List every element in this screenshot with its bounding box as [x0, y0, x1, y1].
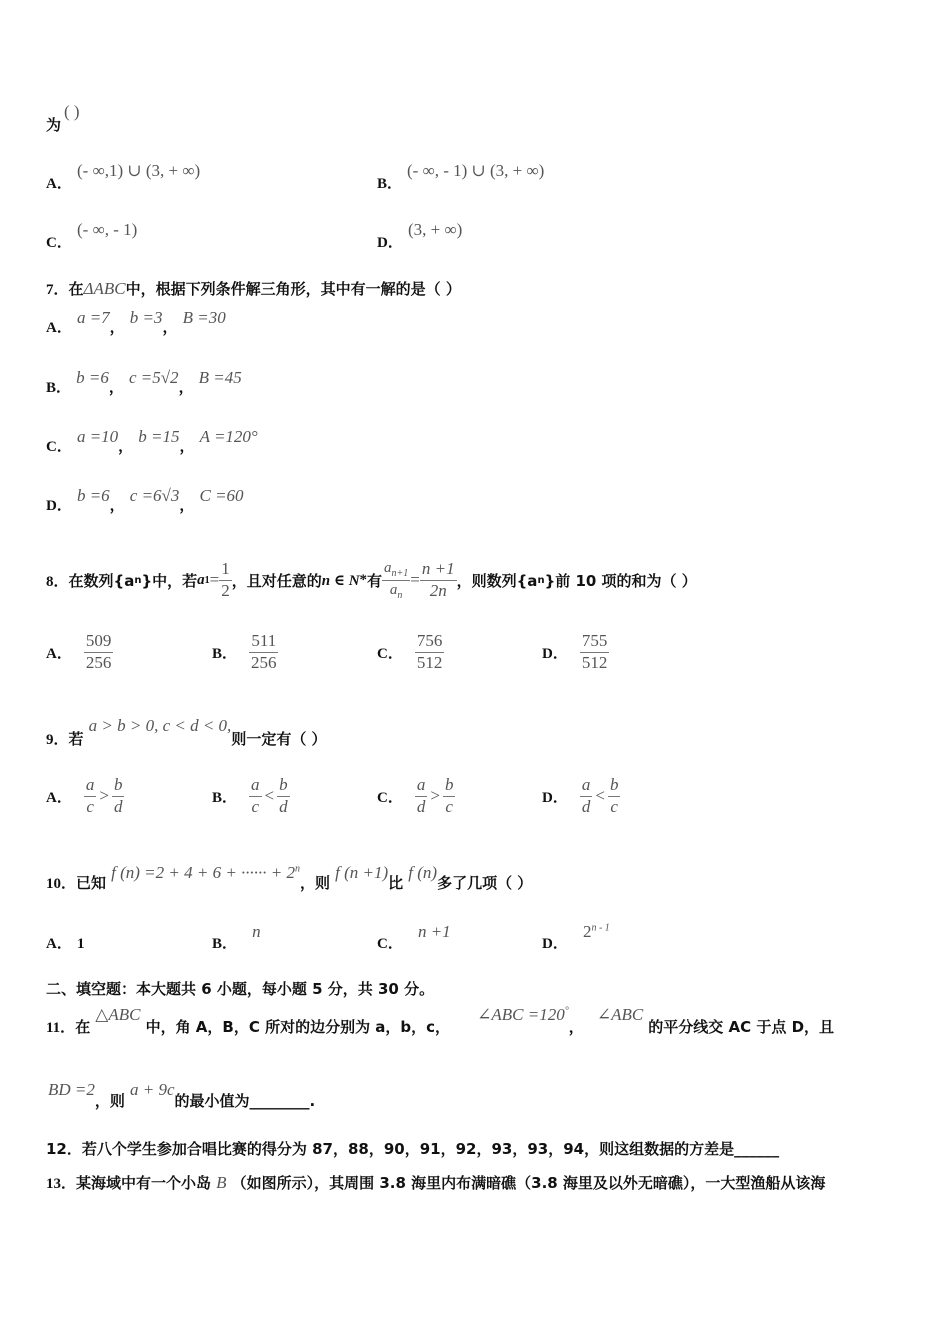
- q10-t3: 多了几项（ ）: [437, 874, 533, 892]
- q13-pre: 某海域中有一个小岛: [76, 1174, 212, 1192]
- q6-option-b-math: (- ∞, - 1) ∪ (3, + ∞): [407, 161, 545, 180]
- q8-t1: 在数列{a: [68, 571, 135, 590]
- q8-half: [219, 560, 232, 600]
- q10-f2: f (n): [408, 863, 438, 882]
- q6-option-c-math: (- ∞, - 1): [77, 220, 138, 239]
- q9-option-d: [542, 776, 620, 816]
- num-sub: n+1: [391, 567, 409, 579]
- q8-t2: }中，若: [141, 571, 198, 590]
- q11-t3: ，则: [94, 1092, 125, 1110]
- q10-f: f (n) =2 + 4 + 6 + ······ + 2: [111, 863, 296, 882]
- cond-1: b =6: [76, 368, 109, 387]
- left-frac: [415, 776, 428, 816]
- num: b: [443, 776, 456, 797]
- section-2-heading: 二、填空题：本大题共 6 小题，每小题 5 分，共 30 分。: [46, 980, 435, 998]
- option-label: D．: [542, 789, 568, 806]
- q7-option-d: [46, 486, 244, 515]
- q11-line1: [46, 1005, 835, 1037]
- q8-rhs: [420, 560, 457, 600]
- option-label: B．: [212, 789, 238, 806]
- q10-number: 10．: [46, 876, 77, 892]
- operator: <: [595, 786, 605, 806]
- option-fraction: [249, 632, 279, 672]
- den: d: [416, 796, 426, 816]
- q8-t6: }前 10 项的和为（ ）: [544, 571, 697, 590]
- num: 511: [249, 632, 278, 653]
- num: 756: [415, 632, 445, 653]
- option-label: C．: [377, 936, 403, 952]
- q10-t2: 比: [388, 874, 404, 892]
- q11-angle: ∠ABC =120: [477, 1005, 565, 1024]
- q9-pre: 若: [68, 730, 84, 748]
- q12-stem: 12．若八个学生参加合唱比赛的得分为 87，88，90，91，92，93，93，94，则这组数据的方差是______: [46, 1140, 780, 1158]
- sep: ，: [162, 318, 178, 336]
- q8-t5-sub: n: [537, 574, 545, 586]
- q11-angle2: ∠ABC: [596, 1005, 644, 1024]
- q11-number: 11．: [46, 1020, 76, 1036]
- den: c: [610, 796, 618, 816]
- den-sub: n: [397, 589, 403, 601]
- q6-tail-line: [46, 114, 61, 135]
- q9-number: 9．: [46, 732, 69, 748]
- left-frac: [84, 776, 97, 816]
- right-frac: [608, 776, 621, 816]
- left-frac: [580, 776, 593, 816]
- option-label: B．: [46, 380, 72, 396]
- num: a: [249, 776, 262, 797]
- option-label: A．: [46, 176, 72, 192]
- option-fraction: [84, 632, 114, 672]
- q8-option-b: [212, 632, 279, 672]
- sep: ，: [179, 496, 195, 514]
- option-label: A．: [46, 645, 72, 662]
- cond-2: b =15: [138, 427, 180, 446]
- q9-option-a: [46, 776, 124, 816]
- option-label: D．: [377, 235, 403, 251]
- q11-triangle: △ABC: [95, 1005, 141, 1024]
- q10-option-d: [542, 922, 610, 953]
- num: n +1: [420, 560, 457, 581]
- q10-option-b: [212, 922, 261, 953]
- left-frac: [249, 776, 262, 816]
- q13-stem: [46, 1172, 825, 1193]
- option-label: D．: [542, 936, 568, 952]
- option-math: n +1: [417, 922, 451, 941]
- q6-option-d: [377, 231, 403, 252]
- option-label: B．: [212, 936, 238, 952]
- q11-expr: a + 9c: [130, 1080, 175, 1099]
- right-frac: [112, 776, 125, 816]
- den: 512: [581, 652, 608, 672]
- num: a: [84, 776, 97, 797]
- q7-triangle: ΔABC: [83, 279, 126, 298]
- q8-option-c: [377, 632, 444, 672]
- den: 512: [416, 652, 443, 672]
- sep: ，: [179, 437, 195, 455]
- q8-t4: 有: [367, 571, 383, 590]
- q8-ratio: [382, 560, 410, 601]
- den: c: [445, 796, 453, 816]
- q9-stem: [46, 716, 327, 749]
- right-frac: [277, 776, 290, 816]
- q9-option-b: [212, 776, 290, 816]
- option-fraction: [580, 632, 610, 672]
- sep: ，: [109, 496, 125, 514]
- option-math: 2: [582, 922, 592, 941]
- q7-option-b: [46, 368, 242, 397]
- q8-eq: =: [209, 570, 220, 589]
- q7-post: 中，根据下列条件解三角形，其中有一解的是（ ）: [125, 280, 461, 298]
- q6-option-a-math: (- ∞,1) ∪ (3, + ∞): [77, 161, 201, 180]
- option-label: A．: [46, 789, 72, 806]
- cond-3: A =120°: [199, 427, 258, 446]
- q11-degree: °: [564, 1005, 569, 1017]
- option-label: D．: [542, 645, 568, 662]
- q8-number: 8．: [46, 573, 69, 590]
- q10-stem: [46, 863, 533, 893]
- q11-t2: 的平分线交 AC 于点 D，且: [648, 1018, 835, 1036]
- q6-tail-text: 为: [46, 116, 62, 134]
- q9-post: 则一定有（ ）: [231, 730, 327, 748]
- q6-option-a: [46, 172, 72, 193]
- num: b: [608, 776, 621, 797]
- sep: ，: [178, 378, 194, 396]
- cond-1: a =7: [76, 308, 110, 327]
- num: b: [277, 776, 290, 797]
- q10-option-a: [46, 932, 84, 953]
- q13-number: 13．: [46, 1176, 77, 1192]
- q8-eq2: =: [410, 570, 420, 589]
- option-label: D．: [46, 498, 72, 514]
- q6-paren: ( ): [64, 102, 80, 121]
- den: d: [581, 796, 591, 816]
- num: 755: [580, 632, 610, 653]
- q8-star: *: [359, 571, 368, 588]
- operator: <: [264, 786, 275, 806]
- den: a: [389, 581, 398, 598]
- q7-pre: 在: [68, 280, 84, 298]
- option-fraction: [415, 632, 445, 672]
- q11-bd: BD =2: [48, 1080, 95, 1099]
- den: c: [251, 796, 260, 816]
- q8-option-d: [542, 632, 609, 672]
- q10-option-c: [377, 922, 451, 953]
- q9-option-c: [377, 776, 455, 816]
- option-label: C．: [377, 645, 403, 662]
- q7-number: 7．: [46, 282, 69, 298]
- cond-2: c =5√2: [128, 368, 179, 387]
- option-math-sup: n - 1: [591, 922, 610, 934]
- cond-2: b =3: [129, 308, 163, 327]
- den: 256: [251, 652, 277, 672]
- operator: >: [430, 786, 440, 806]
- cond-2: c =6√3: [129, 486, 180, 505]
- sep: ，: [109, 318, 125, 336]
- q11-comma: ，: [568, 1018, 584, 1036]
- q8-t3: ，且对任意的: [231, 571, 322, 590]
- q6-option-b: [377, 172, 402, 193]
- num: b: [112, 776, 125, 797]
- cond-1: a =10: [76, 427, 119, 446]
- q11-line2: [48, 1080, 316, 1111]
- q8-option-a: [46, 632, 113, 672]
- option-label: C．: [377, 789, 403, 806]
- q6-option-d-math: (3, + ∞): [408, 220, 463, 239]
- q11-t4: 的最小值为________.: [174, 1092, 316, 1110]
- sep: ，: [108, 378, 124, 396]
- q7-stem: [46, 278, 461, 299]
- sep: ，: [118, 437, 134, 455]
- option-label: A．: [46, 936, 72, 952]
- cond-3: C =60: [199, 486, 244, 505]
- den: 2: [221, 580, 230, 600]
- q10-pre: 已知: [76, 874, 107, 892]
- q10-t1: ，则: [300, 874, 331, 892]
- q10-f-sup: n: [295, 863, 301, 875]
- q9-condition: a > b > 0, c < d < 0,: [88, 716, 232, 735]
- q10-f1: f (n +1): [335, 863, 389, 882]
- q11-pre: 在: [75, 1018, 91, 1036]
- option-math: n: [252, 922, 261, 941]
- num: a: [580, 776, 593, 797]
- den: d: [279, 796, 288, 816]
- q7-option-c: [46, 427, 258, 456]
- num: a: [415, 776, 428, 797]
- q6-option-c: [46, 231, 72, 252]
- q8-nin: n ∈ N: [321, 572, 360, 589]
- den: 2n: [429, 580, 447, 600]
- den: d: [113, 796, 123, 816]
- q8-stem: [46, 550, 697, 610]
- option-value: 1: [76, 936, 85, 952]
- cond-3: B =45: [198, 368, 242, 387]
- num: 1: [219, 560, 232, 581]
- option-label: C．: [46, 235, 72, 251]
- q11-t1: 中，角 A，B，C 所对的边分别为 a，b，c，: [145, 1018, 451, 1036]
- q8-a1: a: [197, 571, 205, 588]
- q8-a1-sub: 1: [204, 574, 210, 586]
- cond-3: B =30: [182, 308, 226, 327]
- option-label: B．: [212, 645, 238, 662]
- num: 509: [84, 632, 114, 653]
- operator: >: [99, 786, 109, 806]
- q13-post: （如图所示），其周围 3.8 海里内布满暗礁（3.8 海里及以外无暗礁），一大型渔船从该海: [231, 1174, 826, 1192]
- den: 256: [85, 652, 112, 672]
- q7-option-a: [46, 308, 226, 337]
- den: c: [86, 796, 94, 816]
- q8-t1-sub: n: [134, 574, 142, 586]
- right-frac: [443, 776, 456, 816]
- option-label: C．: [46, 439, 72, 455]
- q8-t5: ，则数列{a: [456, 571, 538, 590]
- num: a: [384, 559, 392, 576]
- cond-1: b =6: [76, 486, 110, 505]
- option-label: A．: [46, 320, 72, 336]
- option-label: B．: [377, 176, 403, 192]
- q13-island: B: [216, 1173, 227, 1192]
